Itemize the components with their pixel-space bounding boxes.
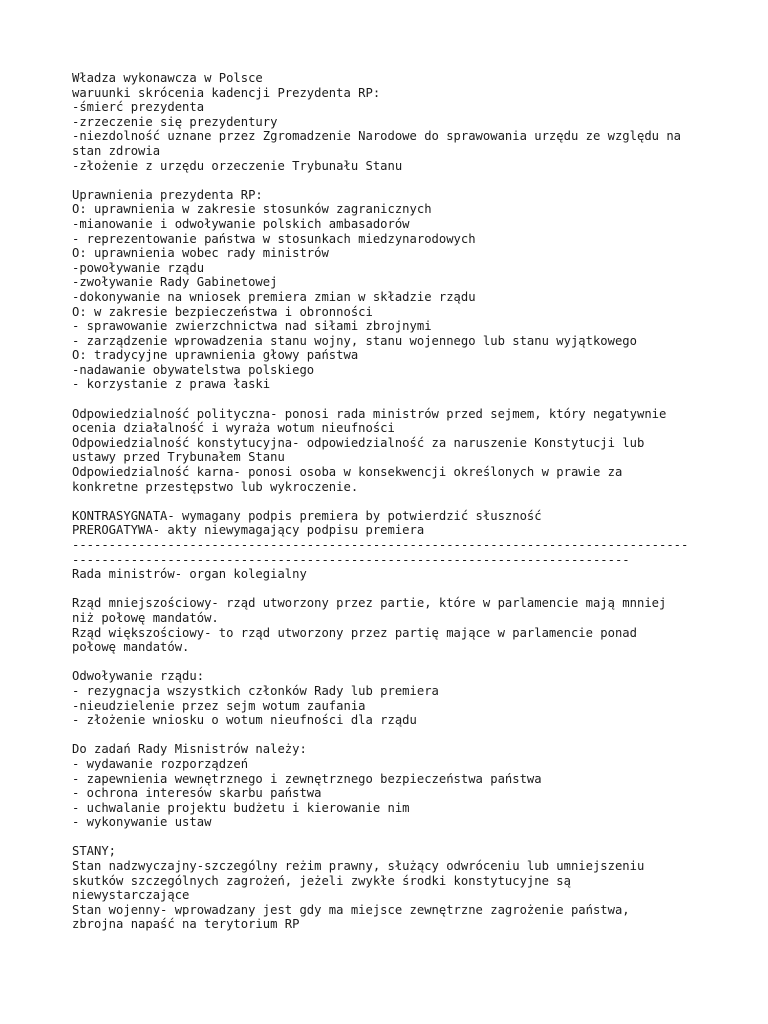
- text-line: - korzystanie z prawa łaski: [72, 377, 271, 392]
- blank-line: [72, 728, 702, 743]
- text-line: ocenia działalność i wyraża wotum nieufności: [72, 421, 395, 436]
- text-line: ustawy przed Trybunałem Stanu: [72, 450, 285, 465]
- text-line: O: w zakresie bezpieczeństwa i obronności: [72, 304, 373, 319]
- text-line: O: tradycyjne uprawnienia głowy państwa: [72, 348, 359, 363]
- text-line: Rząd większościowy- to rząd utworzony przez partię mające w parlamencie ponad: [72, 625, 637, 640]
- document-page: [72, 71, 702, 932]
- text-line: konkretne przestępstwo lub wykroczenie.: [72, 479, 359, 494]
- text-line: - wykonywanie ustaw: [72, 815, 212, 830]
- text-line: zbrojna napaść na terytorium RP: [72, 917, 300, 932]
- text-line: Rada ministrów- organ kolegialny: [72, 567, 307, 582]
- text-line: - ochrona interesów skarbu państwa: [72, 786, 322, 801]
- text-line: skutków szczególnych zagrożeń, jeżeli zwykłe środki konstytucyjne są: [72, 873, 571, 888]
- text-line: -śmierć prezydenta: [72, 100, 205, 115]
- text-line: ----------------------------------------------------------------------------: [72, 552, 630, 567]
- text-line: Odpowiedzialność polityczna- ponosi rada ministrów przed sejmem, który negatywnie: [72, 406, 667, 421]
- text-line: KONTRASYGNATA- wymagany podpis premiera by potwierdzić słuszność: [72, 508, 542, 523]
- text-line: - zarządzenie wprowadzenia stanu wojny, stanu wojennego lub stanu wyjątkowego: [72, 333, 637, 348]
- blank-line: [72, 494, 702, 509]
- text-line: Odpowiedzialność konstytucyjna- odpowiedzialność za naruszenie Konstytucji lub: [72, 435, 645, 450]
- text-line: ------------------------------------------------------------------------------------: [72, 538, 689, 552]
- text-line: Uprawnienia prezydenta RP:: [72, 187, 263, 202]
- text-line: - uchwalanie projektu budżetu i kierowanie nim: [72, 800, 410, 815]
- text-line: -zwoływanie Rady Gabinetowej: [72, 275, 278, 290]
- text-line: STANY;: [72, 844, 117, 859]
- text-line: Stan nadzwyczajny-szczególny reżim prawny, służący odwróceniu lub umniejszeniu: [72, 859, 645, 874]
- text-line: -nieudzielenie przez sejm wotum zaufania: [72, 698, 366, 713]
- text-line: - wydawanie rozporządzeń: [72, 756, 249, 771]
- text-line: -nadawanie obywatelstwa polskiego: [72, 362, 315, 377]
- text-line: -powoływanie rządu: [72, 260, 205, 275]
- blank-line: [72, 392, 702, 407]
- text-line: -dokonywanie na wniosek premiera zmian w składzie rządu: [72, 289, 476, 304]
- text-line: stan zdrowia: [72, 143, 161, 158]
- text-line: niż połowę mandatów.: [72, 610, 219, 625]
- text-line: połowę mandatów.: [72, 640, 190, 655]
- text-line: -niezdolność uznane przez Zgromadzenie Narodowe do sprawowania urzędu ze względu na: [72, 129, 682, 144]
- text-line: - zapewnienia wewnętrznego i zewnętrznego bezpieczeństwa państwa: [72, 771, 542, 786]
- text-line: Do zadań Rady Misnistrów należy:: [72, 742, 307, 757]
- text-line: -mianowanie i odwoływanie polskich ambasadorów: [72, 216, 410, 231]
- text-line: -zrzeczenie się prezydentury: [72, 114, 278, 129]
- text-line: - reprezentowanie państwa w stosunkach miedzynarodowych: [72, 231, 476, 246]
- text-line: PREROGATYWA- akty niewymagający podpisu premiera: [72, 523, 425, 538]
- text-line: Rząd mniejszościowy- rząd utworzony przez partie, które w parlamencie mają mnniej: [72, 596, 667, 611]
- text-line: Władza wykonawcza w Polsce: [72, 71, 263, 85]
- text-line: -złożenie z urzędu orzeczenie Trybunału Stanu: [72, 158, 403, 173]
- text-line: O: uprawnienia wobec rady ministrów: [72, 246, 329, 261]
- text-line: - sprawowanie zwierzchnictwa nad siłami zbrojnymi: [72, 319, 432, 334]
- blank-line: [72, 173, 702, 188]
- text-line: waruunki skrócenia kadencji Prezydenta RP:: [72, 85, 381, 100]
- text-line: - rezygnacja wszystkich członków Rady lub premiera: [72, 683, 439, 698]
- text-line: O: uprawnienia w zakresie stosunków zagranicznych: [72, 202, 432, 217]
- text-line: niewystarczające: [72, 888, 190, 903]
- blank-line: [72, 582, 702, 597]
- blank-line: [72, 830, 702, 845]
- text-line: Odwoływanie rządu:: [72, 669, 205, 684]
- text-line: Stan wojenny- wprowadzany jest gdy ma miejsce zewnętrzne zagrożenie państwa,: [72, 902, 630, 917]
- text-line: - złożenie wniosku o wotum nieufności dla rządu: [72, 713, 417, 728]
- blank-line: [72, 655, 702, 670]
- text-line: Odpowiedzialność karna- ponosi osoba w konsekwencji określonych w prawie za: [72, 465, 623, 480]
